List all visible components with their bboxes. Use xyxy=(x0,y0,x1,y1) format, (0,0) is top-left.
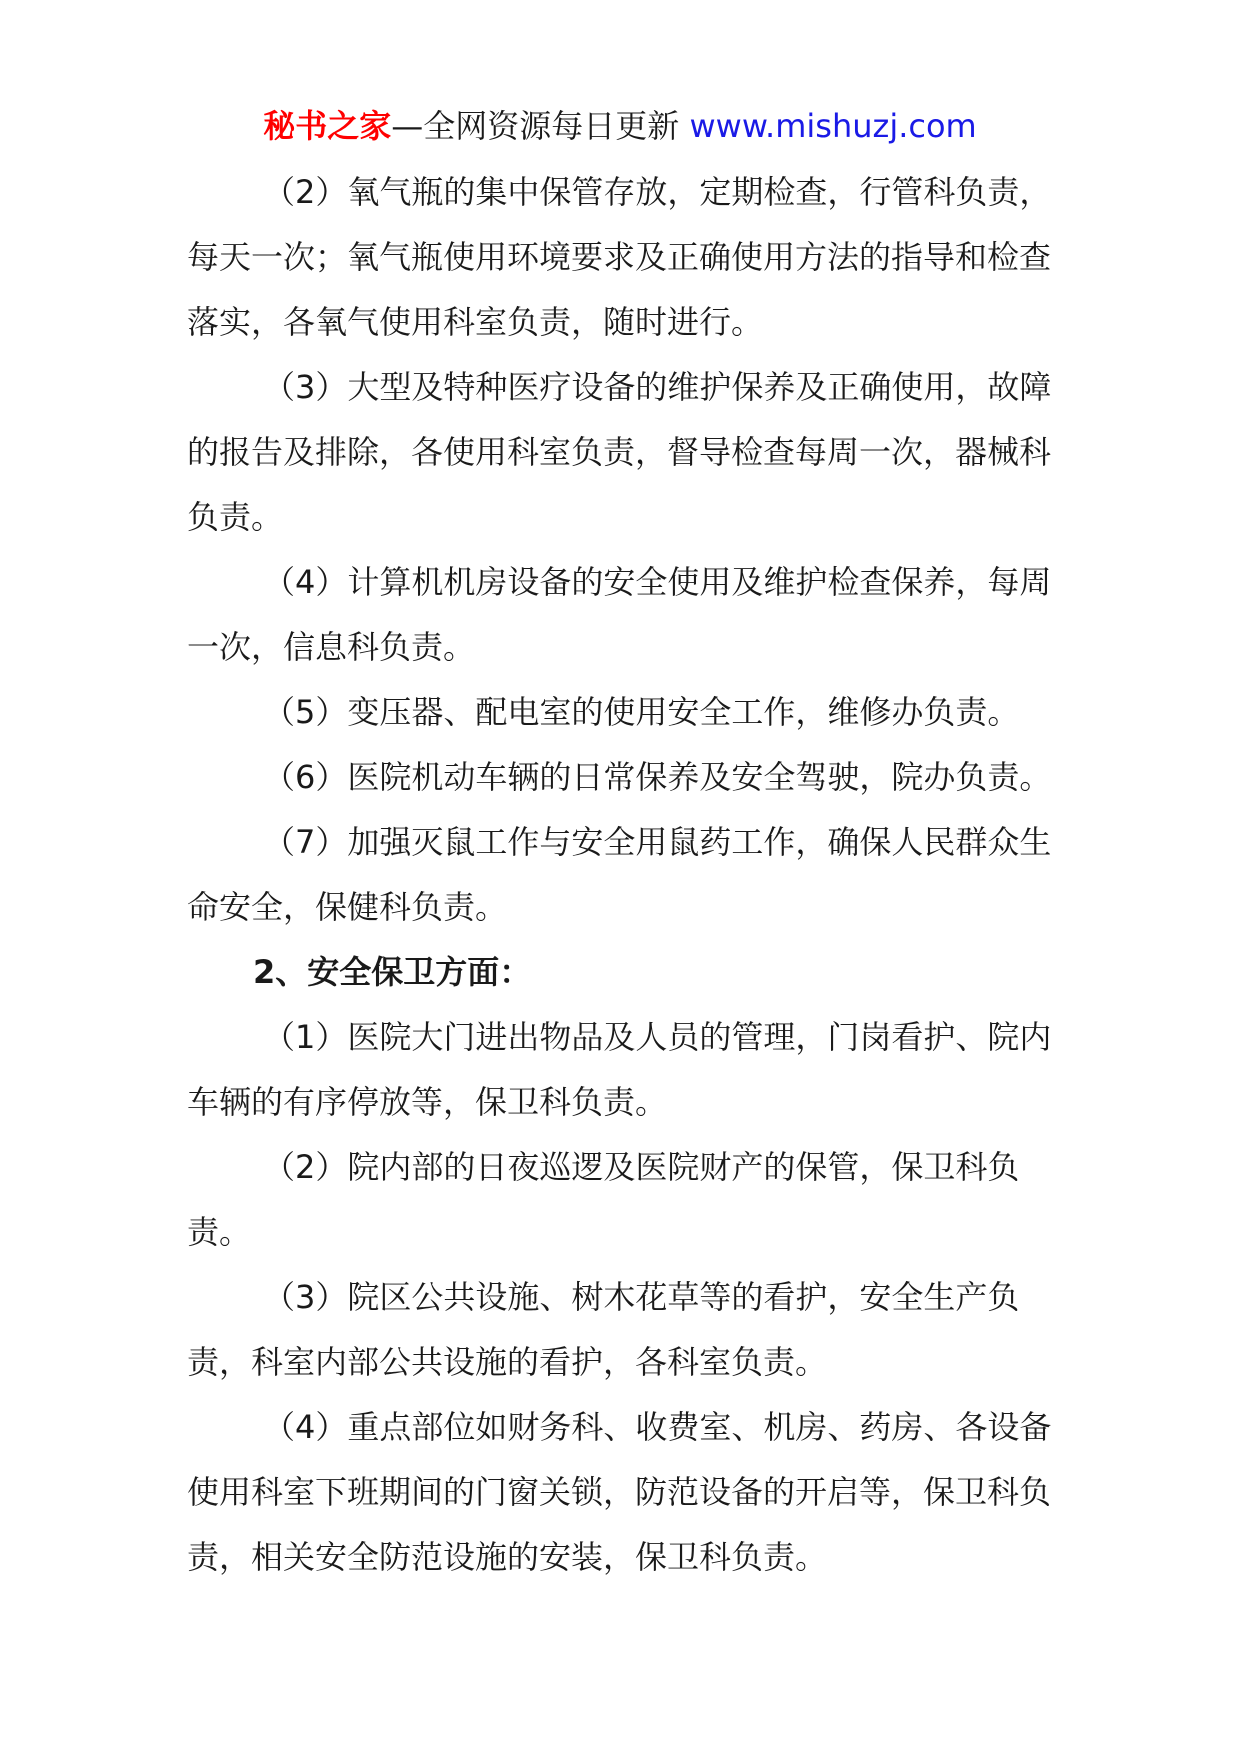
paragraph-item-3: （3）大型及特种医疗设备的维护保养及正确使用，故障的报告及排除，各使用科室负责，督导检查每周一次，器械科负责。 xyxy=(187,368,1052,536)
paragraph-security-4: （4）重点部位如财务科、收费室、机房、药房、各设备使用科室下班期间的门窗关锁，防范设备的开启等，保卫科负责，相关安全防范设施的安装，保卫科负责。 xyxy=(187,1408,1052,1576)
site-header xyxy=(0,98,1240,154)
paragraph-item-6: （6）医院机动车辆的日常保养及安全驾驶，院办负责。 xyxy=(263,758,1052,796)
paragraph-security-3: （3）院区公共设施、树木花草等的看护，安全生产负责，科室内部公共设施的看护，各科室负责。 xyxy=(187,1278,1020,1381)
document-body xyxy=(187,160,1077,1590)
paragraph-security-2: （2）院内部的日夜巡逻及医院财产的保管，保卫科负责。 xyxy=(187,1148,1020,1251)
paragraph-item-4: （4）计算机机房设备的安全使用及维护检查保养，每周一次，信息科负责。 xyxy=(187,563,1052,666)
paragraph-item-7: （7）加强灭鼠工作与安全用鼠药工作，确保人民群众生命安全，保健科负责。 xyxy=(187,823,1052,926)
section-heading-security: 2、安全保卫方面： xyxy=(253,953,532,991)
paragraph-item-2: （2）氧气瓶的集中保管存放，定期检查，行管科负责，每天一次；氧气瓶使用环境要求及正确使用方法的指导和检查落实，各氧气使用科室负责，随时进行。 xyxy=(187,173,1052,341)
header-tagline: —全网资源每日更新 xyxy=(391,107,690,145)
header-brand: 秘书之家 xyxy=(263,107,392,145)
paragraph-item-5: （5）变压器、配电室的使用安全工作，维修办负责。 xyxy=(263,693,1020,731)
paragraph-security-1: （1）医院大门进出物品及人员的管理，门岗看护、院内车辆的有序停放等，保卫科负责。 xyxy=(187,1018,1052,1121)
header-site-url[interactable]: www.mishuzj.com xyxy=(689,107,977,145)
